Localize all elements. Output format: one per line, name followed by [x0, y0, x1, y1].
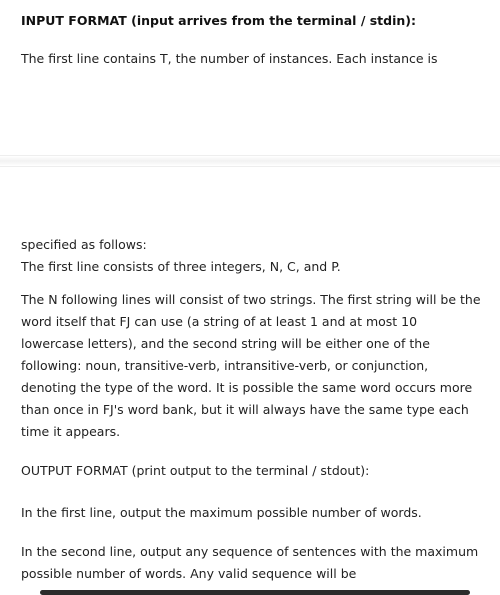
instance-first-line-text: The first line consists of three integers, N, C, and P.	[21, 259, 341, 274]
instances-intro-text: The first line contains T, the number of instances. Each instance is	[21, 51, 438, 66]
scroll-indicator-bar[interactable]	[40, 590, 470, 595]
input-format-heading: INPUT FORMAT (input arrives from the terminal / stdin):	[21, 13, 416, 28]
page-break-divider	[0, 155, 500, 167]
word-bank-paragraph: The N following lines will consist of two strings. The first string will be the word itself that FJ can use (a string of at least 1 and at most 10 lowercase letters), and the second string will be either one of the following: noun, transitive-verb, intransitive-verb, or conjunction, denoting the type of the word. It is possible the same word occurs more than once in FJ's word bank, but it will always have the same type each time it appears.	[21, 292, 481, 439]
instance-spec-text	[21, 234, 482, 278]
output-format-heading: OUTPUT FORMAT (print output to the terminal / stdout):	[21, 463, 370, 478]
instance-spec-line: specified as follows:	[21, 237, 147, 252]
output-first-line-text: In the first line, output the maximum possible number of words.	[21, 505, 422, 520]
output-second-line-text: In the second line, output any sequence of sentences with the maximum possible number of words. Any valid sequence will be	[21, 544, 479, 581]
